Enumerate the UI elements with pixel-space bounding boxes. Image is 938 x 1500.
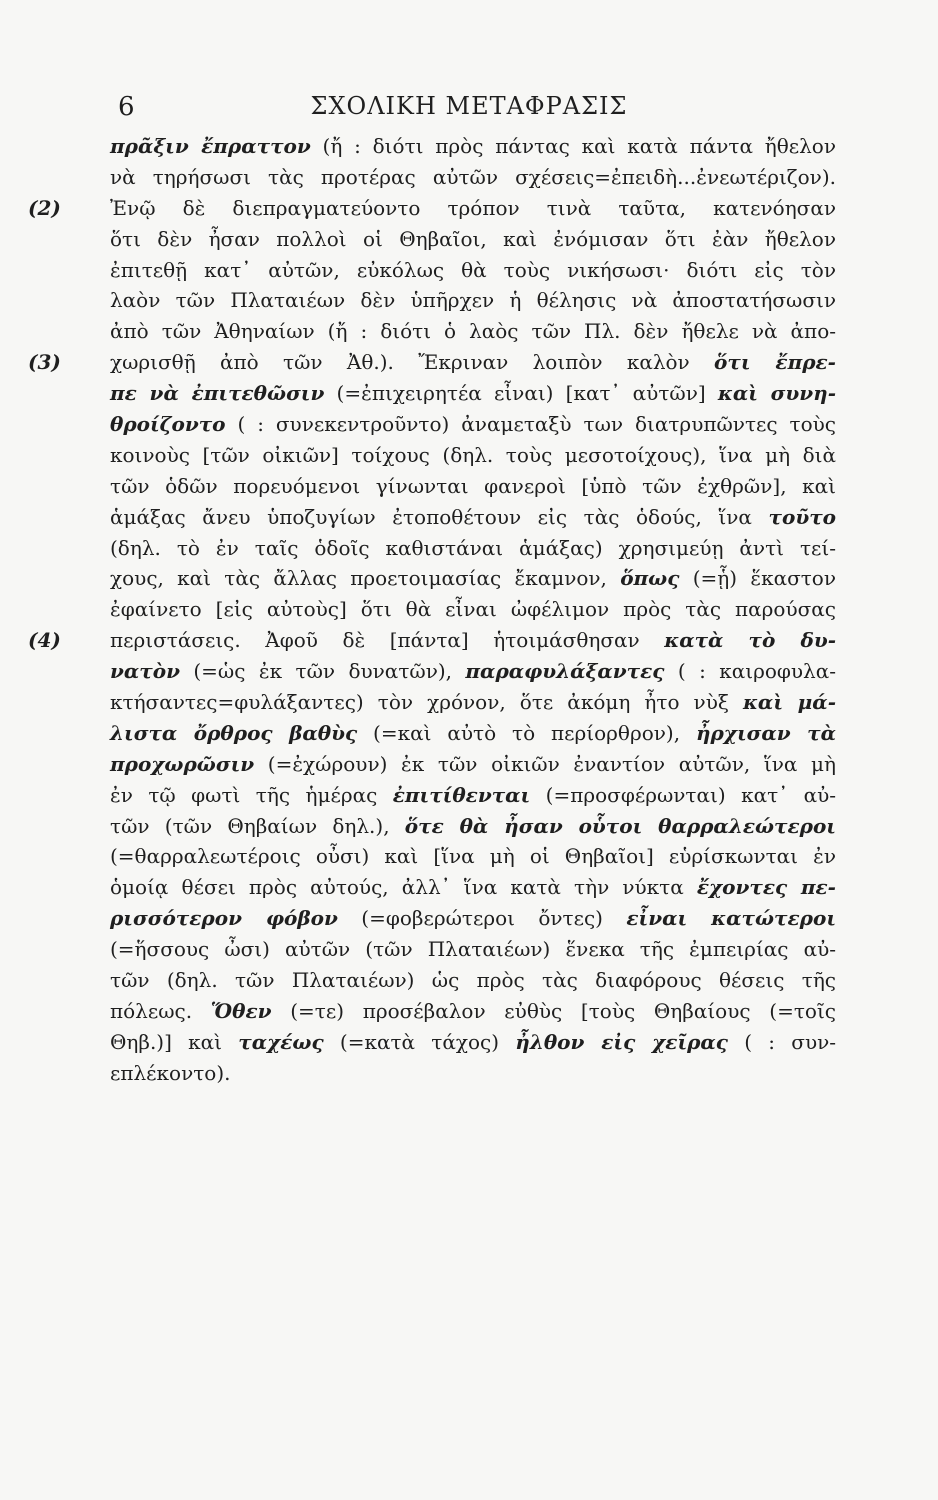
lemma-text: καὶ μά- xyxy=(742,690,836,715)
gloss-text: ἀπὸ τῶν Ἀθηναίων (ἤ : διότι ὁ λαὸς τῶν Πλ. δὲν ἤθελε νὰ ἀπο- xyxy=(110,319,836,344)
gloss-text: (=ἐπιχειρητέα εἶναι) [κατ᾽ αὐτῶν] xyxy=(324,381,718,406)
text-line xyxy=(110,563,836,594)
page-number: 6 xyxy=(118,92,135,122)
gloss-text: Ἐνῷ δὲ διεπραγματεύοντο τρόπον τινὰ ταῦτα, κατενόησαν xyxy=(110,195,836,220)
gloss-text: περιστάσεις. Ἀφοῦ δὲ [πάντα] ἡτοιμάσθησαν xyxy=(110,628,665,653)
text-line xyxy=(110,996,836,1027)
text-line xyxy=(110,255,836,286)
text-line xyxy=(28,625,837,656)
lemma-text: ὅτε θὰ ἦσαν οὗτοι θαρραλεώτεροι xyxy=(404,813,836,838)
text-line xyxy=(110,409,836,440)
gloss-text: (=κατὰ τάχος) xyxy=(323,1029,516,1054)
lemma-text: πε νὰ ἐπιτεθῶσιν xyxy=(110,381,325,406)
text-line xyxy=(28,347,836,378)
gloss-text: (=προσφέρωνται) κατ᾽ αὐ- xyxy=(530,782,836,807)
text-line xyxy=(110,749,836,780)
lemma-text: ταχέως xyxy=(238,1029,324,1054)
text-line xyxy=(28,193,836,224)
lemma-text: νατὸν xyxy=(110,659,180,684)
text-line xyxy=(110,687,836,718)
lemma-text: ἔχοντες πε- xyxy=(696,875,836,900)
gloss-text: (=ἐχώρουν) ἐκ τῶν οἰκιῶν ἐναντίον αὐτῶν, ἵνα μὴ xyxy=(254,751,836,776)
text-line xyxy=(110,224,836,255)
lemma-text: κατὰ τὸ δυ- xyxy=(664,628,837,653)
text-line xyxy=(110,780,836,811)
gloss-text: (=φοβερώτεροι ὄντες) xyxy=(337,906,627,931)
gloss-text: τῶν ὁδῶν πορευόμενοι γίνωνται φανεροὶ [ὑπὸ τῶν ἐχθρῶν], καὶ xyxy=(110,473,836,498)
lemma-text: λιστα ὄρθρος βαθὺς xyxy=(110,720,358,745)
text-line xyxy=(110,1027,836,1058)
gloss-text: ( : συνεκεντροῦντο) ἀναμεταξὺ των διατρυπῶντες τοὺς xyxy=(225,412,836,437)
lemma-text: ὅπως xyxy=(620,566,680,591)
gloss-text: (=καὶ αὐτὸ τὸ περίορθρον), xyxy=(357,720,696,745)
lemma-text: Ὅθεν xyxy=(210,998,272,1023)
gloss-text: τῶν (δηλ. τῶν Πλαταιέων) ὡς πρὸς τὰς διαφόρους θέσεις τῆς xyxy=(110,968,836,993)
gloss-text: (=ᾗ) ἕκαστον xyxy=(679,566,836,591)
text-line xyxy=(110,903,836,934)
gloss-text: κτήσαντες=φυλάξαντες) τὸν χρόνον, ὅτε ἀκόμη ἦτο νὺξ xyxy=(110,690,743,715)
text-line xyxy=(110,965,836,996)
lemma-text: προχωρῶσιν xyxy=(110,751,255,776)
lemma-text: ἦλθον εἰς χεῖρας xyxy=(515,1029,728,1054)
gloss-text: (δηλ. τὸ ἐν ταῖς ὁδοῖς καθιστάναι ἁμάξας) χρησιμεύῃ ἀντὶ τεί- xyxy=(110,535,836,560)
text-line xyxy=(110,131,836,162)
gloss-text: (=ἥσσους ὦσι) αὐτῶν (τῶν Πλαταιέων) ἕνεκα τῆς ἐμπειρίας αὐ- xyxy=(110,937,836,962)
text-line xyxy=(110,1058,836,1089)
lemma-text: ρισσότερον φόβον xyxy=(110,906,338,931)
text-line xyxy=(110,378,836,409)
text-line xyxy=(110,285,836,316)
lemma-text: καὶ συνη- xyxy=(717,381,836,406)
gloss-text: πόλεως. xyxy=(110,998,211,1023)
text-line xyxy=(110,471,836,502)
gloss-text: Θηβ.)] καὶ xyxy=(110,1029,239,1054)
gloss-text: (=θαρραλεωτέροις οὖσι) καὶ [ἵνα μὴ οἱ Θηβαῖοι] εὑρίσκωνται ἐν xyxy=(110,844,836,869)
lemma-text: θροίζοντο xyxy=(110,412,226,437)
running-head: ΣΧΟΛΙΚΗ ΜΕΤΑΦΡΑΣΙΣ xyxy=(310,92,628,120)
lemma-text: ἦρχισαν τὰ xyxy=(695,720,836,745)
gloss-text: ἐν τῷ φωτὶ τῆς ἡμέρας xyxy=(110,782,393,807)
text-line xyxy=(110,440,836,471)
text-line xyxy=(110,594,836,625)
text-line xyxy=(110,656,836,687)
gloss-text: λαὸν τῶν Πλαταιέων δὲν ὑπῆρχεν ἡ θέλησις νὰ ἀποστατήσωσιν xyxy=(110,288,836,313)
gloss-text: ὅτι δὲν ἦσαν πολλοὶ οἱ Θηβαῖοι, καὶ ἐνόμισαν ὅτι ἐὰν ἤθελον xyxy=(110,226,836,251)
text-line xyxy=(110,718,836,749)
gloss-text: ἐπιτεθῇ κατ᾽ αὐτῶν, εὐκόλως θὰ τοὺς νικήσωσι· διότι εἰς τὸν xyxy=(110,257,836,282)
lemma-text: εἶναι κατώτεροι xyxy=(626,906,836,931)
text-line xyxy=(110,872,836,903)
gloss-text: χωρισθῇ ἀπὸ τῶν Ἀθ.). Ἔκριναν λοιπὸν καλὸν xyxy=(110,350,715,375)
gloss-text: νὰ τηρήσωσι τὰς προτέρας αὐτῶν σχέσεις=ἐπειδὴ...ἐνεωτέριζον). xyxy=(110,164,836,189)
gloss-text: (=ὡς ἐκ τῶν δυνατῶν), xyxy=(179,659,466,684)
text-line xyxy=(110,841,836,872)
lemma-text: πρᾶξιν ἔπραττον xyxy=(110,134,311,158)
text-line xyxy=(110,934,836,965)
gloss-text: κοινοὺς [τῶν οἰκιῶν] τοίχους (δηλ. τοὺς μεσοτοίχους), ἵνα μὴ διὰ xyxy=(110,442,836,467)
text-line xyxy=(110,316,836,347)
translation-text xyxy=(28,131,837,1089)
gloss-text: ( : συν- xyxy=(728,1029,837,1054)
gloss-text: (=τε) προσέβαλον εὐθὺς [τοὺς Θηβαίους (=τοῖς xyxy=(271,998,836,1023)
text-line xyxy=(110,811,836,842)
section-marker: (4) xyxy=(28,628,61,653)
gloss-text: ὁμοίᾳ θέσει πρὸς αὐτούς, ἀλλ᾽ ἵνα κατὰ τὴν νύκτα xyxy=(110,875,697,900)
gloss-text: ἁμάξας ἄνευ ὑποζυγίων ἐτοποθέτουν εἰς τὰς ὁδούς, ἵνα xyxy=(110,504,769,529)
section-marker: (2) xyxy=(28,195,61,220)
gloss-text: χους, καὶ τὰς ἄλλας προετοιμασίας ἔκαμνον, xyxy=(110,566,621,591)
lemma-text: ἐπιτίθενται xyxy=(392,782,531,807)
text-line xyxy=(110,162,836,193)
text-line xyxy=(110,502,836,533)
lemma-text: παραφυλάξαντες xyxy=(465,659,665,684)
section-marker: (3) xyxy=(28,350,61,375)
gloss-text: (ἤ : διότι πρὸς πάντας καὶ κατὰ πάντα ἤθελον xyxy=(310,134,837,158)
gloss-text: ἐφαίνετο [εἰς αὐτοὺς] ὅτι θὰ εἶναι ὠφέλιμον πρὸς τὰς παρούσας xyxy=(110,597,836,622)
text-line xyxy=(110,533,836,564)
lemma-text: τοῦτο xyxy=(768,504,836,529)
gloss-text: επλέκοντο). xyxy=(110,1060,231,1085)
gloss-text: ( : καιροφυλα- xyxy=(664,659,836,684)
lemma-text: ὅτι ἔπρε- xyxy=(714,350,836,375)
gloss-text: τῶν (τῶν Θηβαίων δηλ.), xyxy=(110,813,405,838)
